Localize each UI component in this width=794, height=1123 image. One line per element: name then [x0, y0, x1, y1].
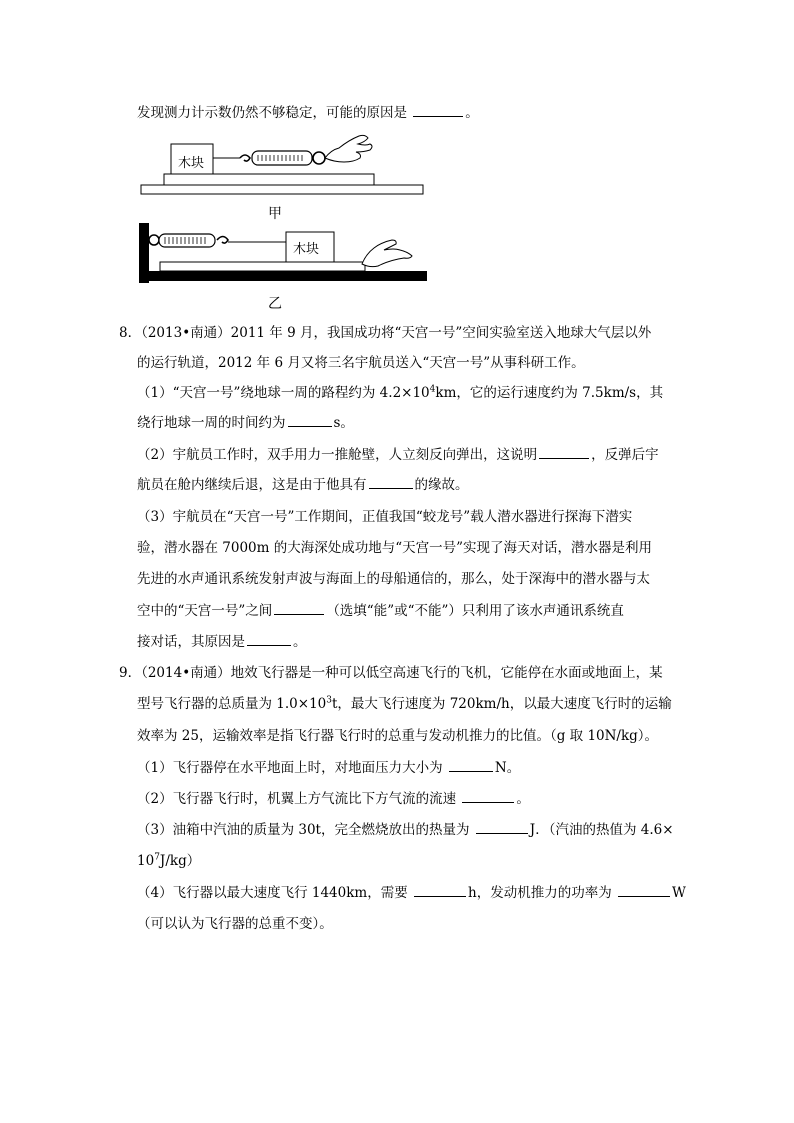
question-9-line3: 效率为 25，运输效率是指飞行器飞行时的总重与发动机推力的比值。（g 取 10N/kg）。 [137, 728, 659, 744]
floor [139, 271, 427, 281]
q9-part1: （1）飞行器停在水平地面上时，对地面压力大小为 N。 [137, 760, 521, 776]
figure-yi-block-label: 木块 [293, 242, 320, 257]
board [160, 262, 365, 271]
table-surface [141, 185, 423, 194]
hook-icon [217, 237, 228, 244]
hand-icon [325, 135, 372, 162]
answer-blank[interactable] [369, 476, 413, 489]
answer-blank[interactable] [618, 884, 670, 897]
figure-jia-block-label: 木块 [178, 156, 205, 171]
q8-part3-l4: 空中的“天宫一号”之间 （选填“能”或“不能”）只利用了该水声通讯系统直 [137, 603, 624, 619]
q8-part3-l2: 验，潜水器在 7000m 的大海深处成功地与“天宫一号”实现了海天对话，潜水器是利用 [137, 540, 653, 556]
q8-part2: （2）宇航员工作时，双手用力一推舱壁，人立刻反向弹出，这说明 ，反弹后宇 [137, 447, 659, 463]
intro-line [137, 104, 479, 122]
ring-icon [313, 152, 325, 164]
intro-text: 发现测力计示数仍然不够稳定，可能的原因是 [137, 105, 407, 121]
q9-part3-cont: $10^7J/kg$） [137, 852, 201, 869]
intro-end: 。 [465, 105, 479, 121]
question-8-line2: 的运行轨道，2012 年 6 月又将三名宇航员送入“天宫一号”从事科研工作。 [137, 355, 585, 371]
answer-blank[interactable] [288, 414, 332, 427]
q8-part3-l3: 先进的水声通讯系统发射声波与海面上的母船通信的，那么，处于深海中的潜水器与太 [137, 571, 650, 587]
answer-blank[interactable] [274, 602, 324, 615]
answer-blank[interactable] [539, 446, 589, 459]
ring-icon [149, 235, 159, 245]
q8-part1: （1）“天宫一号”绕地球一周的路程约为 $4.2\times 10^4km$，它的运行速度约为 7.5km/s，其 [137, 384, 664, 401]
question-number: 8． [119, 325, 142, 341]
q9-part3: （3）油箱中汽油的质量为 30t，完全燃烧放出的热量为 J．（汽油的热值为 4.6× [137, 822, 674, 838]
question-number: 9． [119, 665, 142, 681]
q9-part4-cont: （可以认为飞行器的总重不变）。 [137, 916, 333, 932]
answer-blank[interactable] [413, 104, 463, 117]
figure-yi-caption: 乙 [268, 296, 282, 312]
figure-yi-drawing [130, 220, 430, 285]
spring-scale [159, 234, 215, 247]
figure-jia-drawing [130, 128, 430, 198]
q8-part3-l5: 接对话，其原因是 。 [137, 634, 307, 650]
answer-blank[interactable] [414, 884, 466, 897]
q9-part4: （4）飞行器以最大速度飞行 1440km，需要 h，发动机推力的功率为 W [137, 885, 686, 901]
q8-part1-cont: 绕行地球一周的时间约为 s。 [137, 415, 354, 431]
question-8-line1: 8．（2013•南通）2011 年 9 月，我国成功将“天宫一号”空间实验室送入地球大气层以外 [119, 325, 652, 341]
q8-part3: （3）宇航员在“天宫一号”工作期间，正值我国“蛟龙号”载人潜水器进行探海下潜实 [137, 509, 633, 525]
hook-icon [240, 155, 250, 161]
question-9-line1: 9．（2014•南通）地效飞行器是一种可以低空高速飞行的飞机，它能停在水面或地面上，某 [119, 665, 663, 681]
q9-part2: （2）飞行器飞行时，机翼上方气流比下方气流的流速 。 [137, 791, 530, 807]
q8-part2-cont: 航员在舱内继续后退，这是由于他具有 的缘故。 [137, 477, 469, 493]
answer-blank[interactable] [449, 759, 493, 772]
figure-jia-caption: 甲 [268, 206, 282, 222]
answer-blank[interactable] [462, 790, 514, 803]
board [164, 174, 374, 185]
question-9-line2: 型号飞行器的总质量为 $1.0\times 10^3t$，最大飞行速度为 720km/h，以最大速度飞行时的运输 [137, 695, 672, 712]
answer-blank[interactable] [476, 821, 528, 834]
hand-icon [362, 240, 412, 267]
answer-blank[interactable] [247, 633, 291, 646]
